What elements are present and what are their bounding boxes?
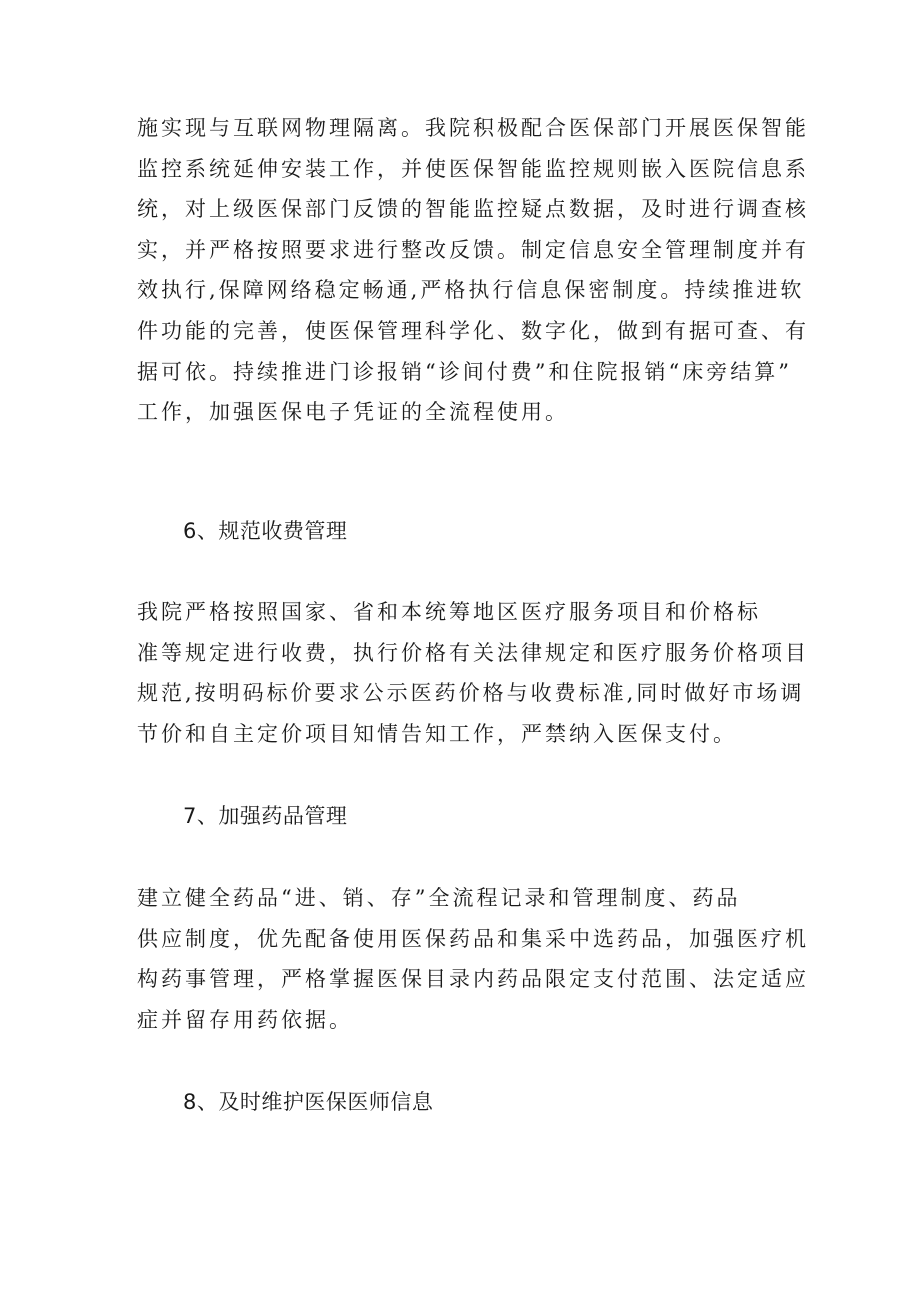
paragraph-line: 规范,按明码标价要求公示医药价格与收费标准,同时做好市场调 xyxy=(137,681,805,706)
paragraph-drug-management xyxy=(137,878,809,1040)
paragraph-line: 建立健全药品“进、销、存”全流程记录和管理制度、药品 xyxy=(137,886,741,910)
paragraph-line: 症并留存用药依据。 xyxy=(137,1007,353,1032)
paragraph-line: 节价和自主定价项目知情告知工作，严禁纳入医保支付。 xyxy=(137,721,737,746)
paragraph-line: 我院严格按照国家、省和本统筹地区医疗服务项目和价格标 xyxy=(137,600,761,624)
section-heading-fee-management: 6、规范收费管理 xyxy=(183,519,348,543)
paragraph-line: 件功能的完善，使医保管理科学化、数字化，做到有据可查、有 xyxy=(137,318,809,343)
paragraph-line: 准等规定进行收费，执行价格有关法律规定和医疗服务价格项目 xyxy=(137,640,809,665)
paragraph-line: 工作，加强医保电子凭证的全流程使用。 xyxy=(137,400,569,425)
paragraph-fee-management xyxy=(137,592,809,754)
paragraph-line: 统，对上级医保部门反馈的智能监控疑点数据，及时进行调查核 xyxy=(137,197,809,222)
paragraph-line: 监控系统延伸安装工作，并使医保智能监控规则嵌入医院信息系 xyxy=(137,156,809,181)
paragraph-line: 构药事管理，严格掌握医保目录内药品限定支付范围、法定适应 xyxy=(137,967,809,992)
paragraph-line: 据可依。持续推进门诊报销“诊间付费”和住院报销“床旁结算” xyxy=(137,359,792,384)
paragraph-line: 效执行,保障网络稳定畅通,严格执行信息保密制度。持续推进软 xyxy=(137,278,805,303)
paragraph-line: 实，并严格按照要求进行整改反馈。制定信息安全管理制度并有 xyxy=(137,237,809,262)
paragraph-information-security xyxy=(137,108,809,433)
paragraph-line: 施实现与互联网物理隔离。我院积极配合医保部门开展医保智能 xyxy=(137,116,809,140)
section-heading-drug-management: 7、加强药品管理 xyxy=(183,804,348,828)
paragraph-line: 供应制度，优先配备使用医保药品和集采中选药品，加强医疗机 xyxy=(137,926,809,951)
section-heading-physician-info: 8、及时维护医保医师信息 xyxy=(183,1090,434,1114)
